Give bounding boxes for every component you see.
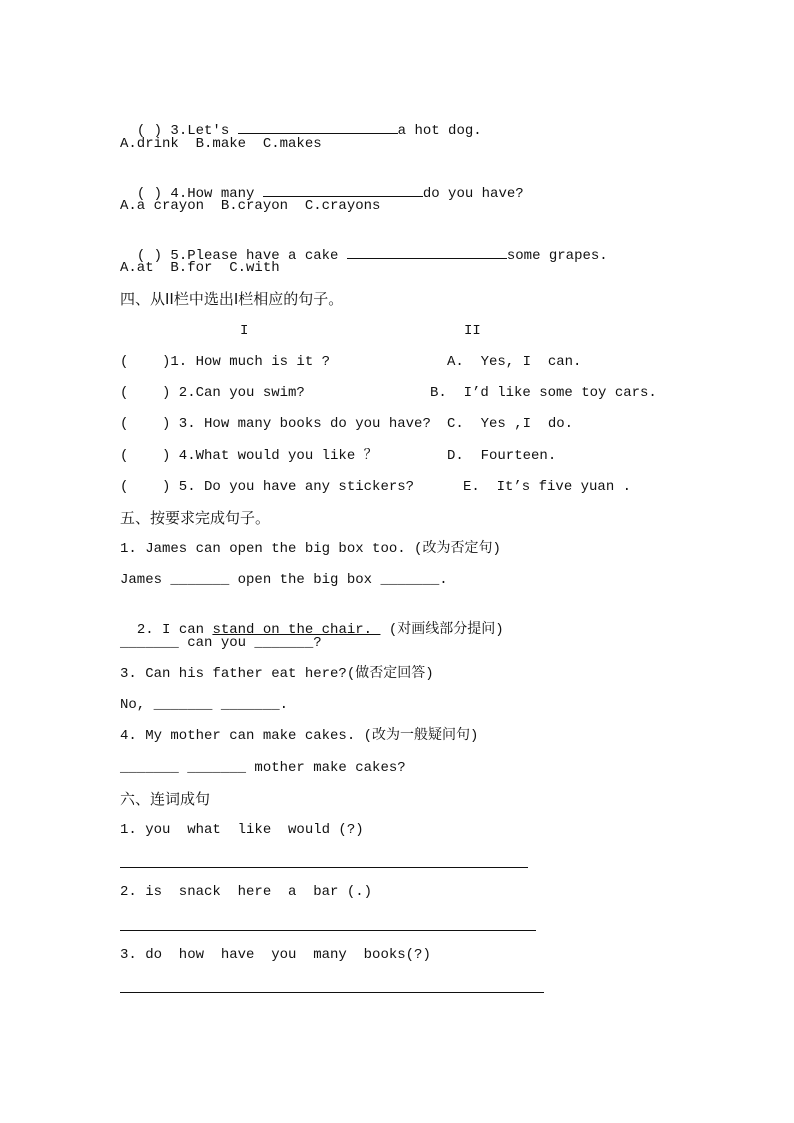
answer-line-2[interactable]	[120, 930, 536, 931]
question-4-suffix: do you have?	[422, 186, 524, 202]
answer-line-3[interactable]	[120, 992, 544, 993]
reorder-item-1: 1. you what like would (?)	[120, 822, 364, 838]
answer-blank[interactable]	[263, 184, 423, 197]
task-3-sentence: 3. Can his father eat here?(做否定回答)	[120, 666, 434, 682]
task-2-suffix: (对画线部分提问)	[380, 622, 504, 638]
answer-blank[interactable]	[238, 121, 398, 134]
task-2-underlined-phrase: stand on the chair.	[212, 622, 381, 638]
question-4-options: A.a crayon B.crayon C.crayons	[120, 198, 381, 214]
task-3-answer: No, _______ _______.	[120, 697, 289, 713]
task-2-answer: _______ can you _______?	[120, 635, 322, 651]
reorder-item-2: 2. is snack here a bar (.)	[120, 884, 373, 900]
question-4-prefix: ( ) 4.How many	[136, 186, 263, 202]
task-1-sentence: 1. James can open the big box too. (改为否定句)	[120, 541, 501, 557]
task-4-answer: _______ _______ mother make cakes?	[120, 760, 406, 776]
match-right-5: E. It’s five yuan .	[463, 479, 632, 495]
match-right-4: D. Fourteen.	[447, 448, 557, 464]
match-left-4: ( ) 4.What would you like ？	[120, 448, 378, 464]
section-5-title: 五、按要求完成句子。	[120, 509, 271, 527]
section-4-title: 四、从II栏中选出I栏相应的句子。	[120, 290, 344, 308]
match-left-1: ( )1. How much is it ?	[120, 354, 331, 370]
question-3-options: A.drink B.make C.makes	[120, 136, 322, 152]
match-right-2: B. I’d like some toy cars.	[430, 385, 657, 401]
question-5-options: A.at B.for C.with	[120, 260, 280, 276]
match-left-2: ( ) 2.Can you swim?	[120, 385, 305, 401]
question-3-prefix: ( ) 3.Let's	[136, 123, 238, 139]
task-4-sentence: 4. My mother can make cakes. (改为一般疑问句)	[120, 728, 479, 744]
reorder-item-3: 3. do how have you many books(?)	[120, 947, 431, 963]
section-6-title: 六、连词成句	[120, 790, 211, 808]
question-5-suffix: some grapes.	[506, 248, 608, 264]
column-i-header: I	[240, 323, 249, 339]
question-5-prefix: ( ) 5.Please have a cake	[136, 248, 347, 264]
question-3-suffix: a hot dog.	[397, 123, 482, 139]
match-right-1: A. Yes, I can.	[447, 354, 582, 370]
match-left-5: ( ) 5. Do you have any stickers?	[120, 479, 415, 495]
task-2-prefix: 2. I can	[136, 622, 213, 638]
match-right-3: C. Yes ,I do.	[447, 416, 574, 432]
answer-line-1[interactable]	[120, 867, 528, 868]
answer-blank[interactable]	[347, 246, 507, 259]
column-ii-header: II	[464, 323, 481, 339]
task-1-answer: James _______ open the big box _______.	[120, 572, 448, 588]
match-left-3: ( ) 3. How many books do you have?	[120, 416, 431, 432]
